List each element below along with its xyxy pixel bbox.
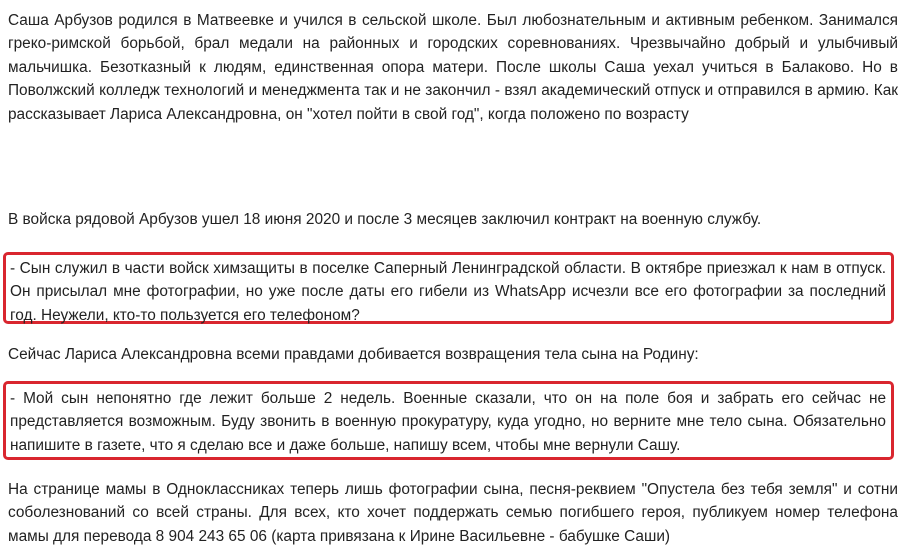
quote-mother-plea: - Мой сын непонятно где лежит больше 2 недель. Военные сказали, что он на поле боя и забрать его сейчас не представляется возможным. Буду звонить в военную прокуратуру, куда угодно, но верните мне тело сына. Обязательно напишите в газете, что я сделаю все и даже больше, напишу всем, чтобы мне вернули Сашу. <box>10 390 886 454</box>
paragraph-mother-efforts: Сейчас Лариса Александровна всеми правдами добивается возвращения тела сына на Родину: <box>8 346 699 363</box>
quote-son-service: - Сын служил в части войск химзащиты в поселке Саперный Ленинградской области. В октябре приезжал к нам в отпуск. Он присылал мне фотографии, но уже после даты его гибели из WhatsApp исчезли все его фотографии за последний год. Неужели, кто-то пользуется его телефоном? <box>10 260 886 324</box>
paragraph-biography: Саша Арбузов родился в Матвеевке и учился в сельской школе. Был любознательным и активным ребенком. Занимался греко-римской борьбой, брал медали на районных и городских соревнованиях. Чрезвычайно добрый и улыбчивый мальчишка. Безотказный к людям, единственная опора матери. После школы Саша уехал учиться в Балаково. Но в Поволжский колледж технологий и менеджмента так и не закончил - взял академический отпуск и отправился в армию. Как рассказывает Лариса Александровна, он "хотел пойти в свой год", когда положено по возрасту <box>8 12 898 123</box>
paragraph-enlistment: В войска рядовой Арбузов ушел 18 июня 2020 и после 3 месяцев заключил контракт на военную службу. <box>8 211 762 228</box>
paragraph-support-info: На странице мамы в Одноклассниках теперь лишь фотографии сына, песня-реквием "Опустела без тебя земля" и сотни соболезнований со всей страны. Для всех, кто хочет поддержать семью погибшего героя, публикуем номер телефона мамы для перевода 8 904 243 65 06 (карта привязана к Ирине Васильевне - бабушке Саши) <box>8 481 898 545</box>
highlighted-quote-box <box>3 381 894 460</box>
highlighted-quote-box <box>3 252 894 324</box>
